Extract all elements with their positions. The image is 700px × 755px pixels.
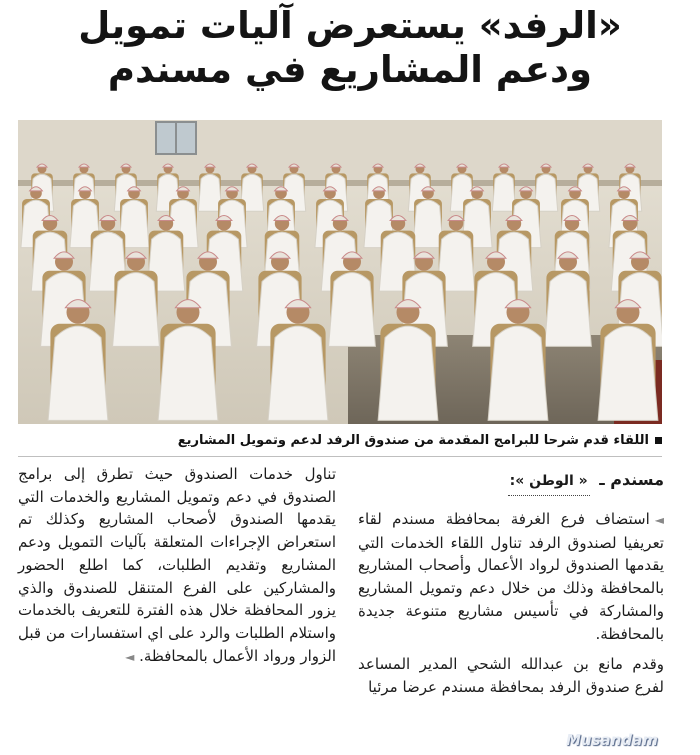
window-icon bbox=[156, 122, 196, 154]
dateline-place: مسندم ـ bbox=[599, 470, 664, 489]
headline-line-2: ودعم المشاريع في مسندم bbox=[107, 48, 593, 91]
black-square-icon bbox=[655, 437, 662, 444]
article-headline bbox=[20, 4, 680, 94]
article-paragraph-1: ◄استضاف فرع الغرفة بمحافظة مسندم لقاء تعريفيا لصندوق الرفد تناول اللقاء الخدمات التي يقدمها الصندوق لرواد الأعمال وأصحاب المشاريع بالمحافظة وذلك من خلال دعم وتمويل المشاريع والمشاركة في تأسيس مشاريع متنوعة جديدة بالمحافظة. bbox=[358, 510, 664, 643]
dateline-source: « الوطن »: bbox=[508, 467, 590, 496]
photo-caption bbox=[18, 430, 662, 452]
article-photo bbox=[18, 120, 662, 424]
headline-line-1: «الرفد» يستعرض آليات تمويل bbox=[78, 4, 622, 47]
article-column-left bbox=[18, 463, 336, 668]
audience-photo-illustration bbox=[18, 120, 662, 424]
arrow-end-icon: ◄ bbox=[125, 649, 135, 664]
article-column-right bbox=[358, 508, 664, 699]
caption-divider bbox=[18, 456, 662, 457]
photo-caption-text: اللقاء قدم شرحا للبرامج المقدمة من صندوق الرفد لدعم وتمويل المشاريع bbox=[177, 433, 649, 448]
article-paragraph-2: وقدم مانع بن عبدالله الشحي المدير المساعد لفرع صندوق الرفد بمحافظة مسندم عرضا مرئيا bbox=[358, 655, 664, 696]
arrow-bullet-icon: ◄ bbox=[654, 513, 664, 527]
dateline bbox=[510, 466, 664, 494]
watermark-logo: Musandam bbox=[566, 731, 658, 749]
article-paragraph-3: تناول خدمات الصندوق حيث تطرق إلى برامج الصندوق في دعم وتمويل المشاريع والخدمات التي يقدمها الصندوق لأصحاب المشاريع وكذلك تم استعراض الإجراءات المتعلقة بآليات التمويل ودعم المشاريع وتقديم الطلبات، كما اطلع الحضور والمشاركين على الفرع المتنقل للصندوق والذي يزور المحافظة خلال هذه الفترة للتعريف بالخدمات واستلام الطلبات والرد على اي استفسارات من قبل الزوار ورواد الأعمال بالمحافظة. ◄ bbox=[18, 465, 336, 665]
